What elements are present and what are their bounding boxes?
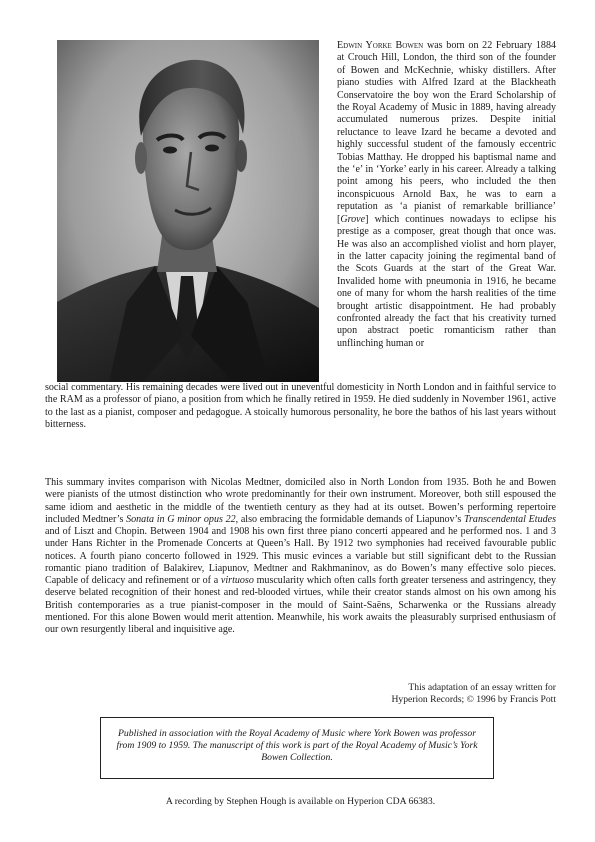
grove-citation: Grove — [340, 213, 366, 225]
essay-credit — [296, 682, 556, 706]
summary-text-3: and of Liszt and Chopin. Between 1904 and 1908 his own first three piano concerti appeared and he performed nos. 1 and 3 under Hans Richter in the Promenade Concerts at Queen’s Hall. By 1912 two symphonies had received favourable public notices. A fourth piano concerto followed in 1929. This music evinces a variable but still significant debt to the Russian romantic piano tradition of Balakirev, Liapunov, Medtner and Rakhmaninov, as do Bowen’s many effective solo pieces. Capable of delicacy and refinement or of a — [45, 526, 556, 586]
credit-line-1: This adaptation of an essay written for — [408, 682, 556, 693]
association-box — [100, 717, 494, 779]
biography-continuation — [45, 382, 556, 432]
summary-paragraph — [45, 477, 556, 636]
virtuoso-term: virtuoso — [220, 575, 254, 586]
association-text: Published in association with the Royal Academy of Music where York Bowen was professor from 1909 to 1959. The manuscript of this work is part of the Royal Academy of Music’s York Bowen Collection. — [116, 728, 478, 764]
credit-line-2: Hyperion Records; © 1996 by Francis Pott — [391, 694, 556, 705]
continuation-text: social commentary. His remaining decades were lived out in uneventful domesticity in North London and in faithful service to the RAM as a professor of piano, a position from which he finally retired in 1959. He died suddenly in November 1961, active to the last as a pianist, composer and pedagogue. A stoically humorous personality, he bore the bathos of his last years without bitterness. — [45, 382, 556, 431]
recording-note: A recording by Stephen Hough is available on Hyperion CDA 66383. — [165, 796, 436, 807]
intro-text-part1: was born on 22 February 1884 at Crouch Hill, London, the third son of the founder of Bowen and McKechnie, whisky distillers. After piano studies with Alfred Izard at the Blackheath Conservatoire the boy won the Erard Scholarship of the Royal Academy of Music in 1889, having already accumulated numerous prizes. Despite initial reluctance to leave Izard he became a devoted and highly successful student of the famously eccentric Tobias Matthay. He dropped his baptismal name and the ‘e’ in ‘Yorke’ early in his career. Already a talking point among his peers, who included the then inconspicuous Arnold Bax, he was to earn a reputation as ‘a pianist of remarkable brilliance’ [ — [337, 40, 556, 225]
composer-name: Edwin Yorke Bowen — [337, 40, 424, 51]
summary-text-1: This summary invites comparison with Nicolas Medtner, domiciled also in North London from 1935. Both he and Bowen were pianists of the utmost distinction who wrote predominantly for their own instrument. Moreover, both still espoused the same idiom and aesthetic in the middle of the twentieth century as they had at its outset. Bowen’s performing repertoire included Medtner’s — [45, 477, 556, 525]
summary-text-4: muscularity which often calls forth greater terseness and astringency, they deserve belated recognition of their honest and red-blooded virtues, while their creator stands almost on his own among his British contemporaries as a true pianist-composer in the mould of Saint-Saëns, Scharwenka or the Russians already mentioned. For this alone Bowen would merit attention. Meanwhile, his work awaits the pleasurably surprised enthusiasm of our own resurgently liberal and inquisitive age. — [45, 575, 556, 635]
etudes-title: Transcendental Etudes — [463, 513, 556, 525]
portrait-photo-icon — [57, 40, 319, 382]
summary-text-2: , also embracing the formidable demands of Liapunov’s — [235, 513, 464, 525]
sonata-title: Sonata in G minor opus 22 — [126, 513, 236, 525]
intro-text-part2: ] which continues nowadays to eclipse his prestige as a composer, great though that once was. He was also an accomplished violist and horn player, in the latter capacity joining the regimental band of the Scots Guards at the start of the Great War. Invalided home with pneumonia in 1916, he became one of many for whom the harsh realities of the time brought artistic disappointment. He had probably confronted already the fact that his creativity turned upon abstract poetic romanticism rather than unflinching human or — [337, 213, 556, 349]
biography-intro — [337, 40, 556, 350]
portrait-photo — [57, 40, 319, 382]
